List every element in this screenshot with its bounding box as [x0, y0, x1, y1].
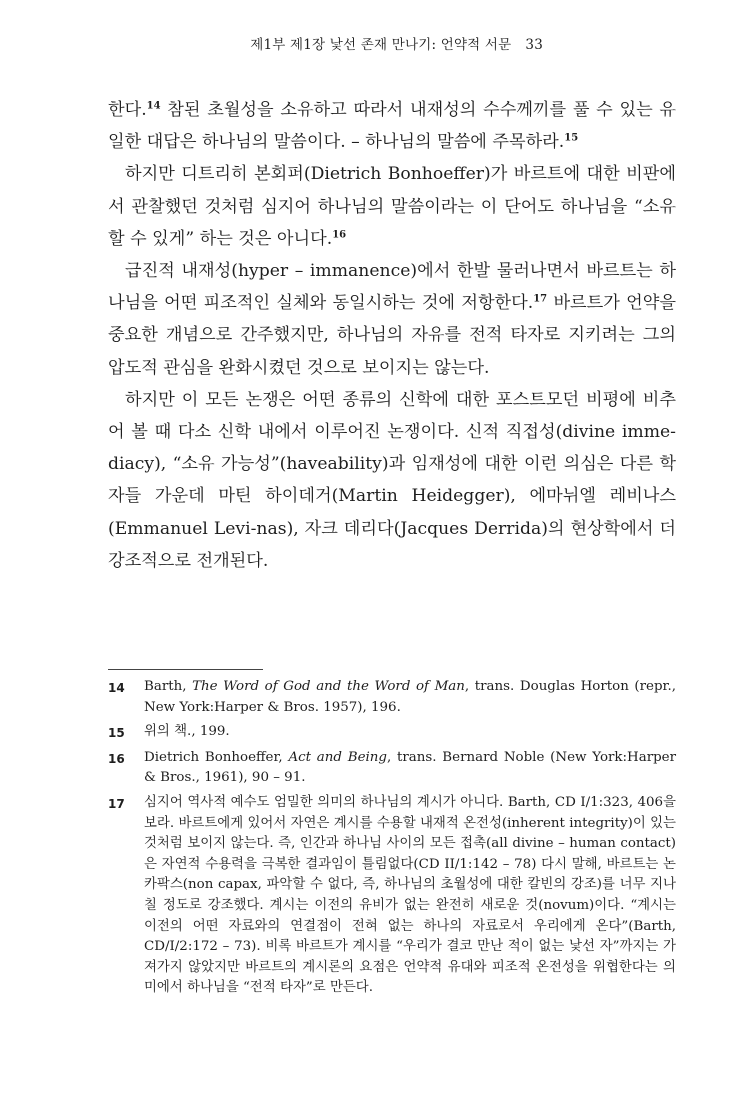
paragraph-text: 참된 초월성을 소유하고 따라서 내재성의 수수께끼를 풀 수 있는 유일한 대답은 하나님의 말씀이다. – 하나님의 말씀에 주목하라.: [108, 100, 676, 153]
footnote-text-run: Dietrich Bonhoeffer,: [144, 749, 289, 765]
footnote-number: 15: [108, 726, 125, 741]
body-paragraph: [108, 158, 676, 255]
footnote-text: [144, 677, 676, 718]
paragraph-text: 바르트가 언약을 중요한 개념으로 간주했지만, 하나님의 자유를 전적 타자로 지키려는 그의 압도적 관심을 완화시켰던 것으로 보이지는 않는다.: [108, 293, 676, 378]
footnote-reference: 17: [533, 293, 548, 305]
footnote-text: [144, 748, 676, 789]
footnote-text-run: 위의 책., 199.: [144, 724, 230, 740]
footnote: [108, 722, 676, 744]
footnote-text-run: , trans. Douglas Horton (repr., New York:Harper & Bros. 1957), 196.: [144, 679, 676, 715]
footnote-text-run: Barth,: [144, 679, 193, 694]
paragraph-text: 하지만 이 모든 논쟁은 어떤 종류의 신학에 대한 포스트모던 비평에 비추어 볼 때 다소 신학 내에서 이루어진 논쟁이다. 신적 직접성(divine imme-diacy), “소유 가능성”(haveability)과 임재성에 대한 이런 의심은 다른 학자들 가운데 마틴 하이데거(Martin Heidegger), 에마뉘엘 레비나스(Emmanuel Levi-nas), 자크 데리다(Jacques Derrida)의 현상학에서 더 강조적으로 전개된다.: [108, 389, 676, 571]
body-paragraph: [108, 384, 676, 577]
paragraph-text: 하지만 디트리히 본회퍼(Dietrich Bonhoeffer)가 바르트에 대한 비판에서 관찰했던 것처럼 심지어 하나님의 말씀이라는 이 단어도 하나님을 “소유할 수 있게” 하는 것은 아니다.: [108, 164, 676, 249]
body-paragraph: [108, 94, 676, 158]
footnote-reference: 16: [332, 229, 347, 241]
main-text: [108, 94, 676, 577]
footnote: [108, 677, 676, 718]
footnote: [108, 748, 676, 789]
book-title: The Word of God and the Word of Man: [192, 679, 465, 694]
footnote-number: 17: [108, 796, 125, 811]
page-number: 33: [525, 37, 543, 53]
paragraph-text: 급진적 내재성(hyper – immanence)에서 한발 물러나면서 바르트는 하나님을 어떤 피조적인 실체와 동일시하는 것에 저항한다.: [108, 261, 676, 314]
footnote-text-run: , trans. Bernard Noble (New York:Harper & Bros., 1961), 90 – 91.: [144, 749, 676, 786]
footnote-number: 16: [108, 751, 125, 766]
footnote-reference: 15: [564, 132, 579, 144]
running-title: 제1부 제1장 낯선 존재 만나기: 언약적 서문: [250, 37, 512, 53]
footnote: [108, 793, 676, 999]
paragraph-text: 한다.: [108, 100, 147, 120]
running-header: [250, 33, 543, 53]
footnote-reference: 14: [146, 100, 161, 112]
footnote-number: 14: [108, 681, 125, 695]
book-title: Act and Being: [288, 749, 387, 765]
footnotes: [108, 677, 676, 1003]
footnote-text-run: 심지어 역사적 예수도 엄밀한 의미의 하나님의 계시가 아니다. Barth, CD I/1:323, 406을 보라. 바르트에게 있어서 자연은 계시를 수용할 내재적 온전성(inherent integrity)이 있는 것처럼 보이지 않는다. 즉, 인간과 하나님 사이의 모든 접촉(all divine – human contact)은 자연적 수용력을 극복한 결과임이 틀림없다(CD II/1:142 – 78) 다시 말해, 바르트는 논 카팍스(non capax, 파악할 수 없다, 즉, 하나님의 초월성에 대한 칼빈의 강조)를 너무 지나칠 정도로 강조했다. 계시는 이전의 유비가 없는 완전히 새로운 것(novum)이다. “계시는 이전의 어떤 자료와의 연결점이 전혀 없는 하나의 자료로서 우리에게 온다”(Barth, CD/I/2:172 – 73). 비록 바르트가 계시를 “우리가 결코 만난 적이 없는 낯선 자”까지는 가져가지 않았지만 바르트의 계시론의 요점은 언약적 유대와 피조적 온전성을 위협한다는 의미에서 하나님을 “전적 타자”로 만든다.: [144, 794, 676, 996]
body-paragraph: [108, 255, 676, 384]
footnote-text: [144, 722, 676, 744]
footnote-text: [144, 793, 676, 999]
footnote-divider: [108, 669, 263, 670]
